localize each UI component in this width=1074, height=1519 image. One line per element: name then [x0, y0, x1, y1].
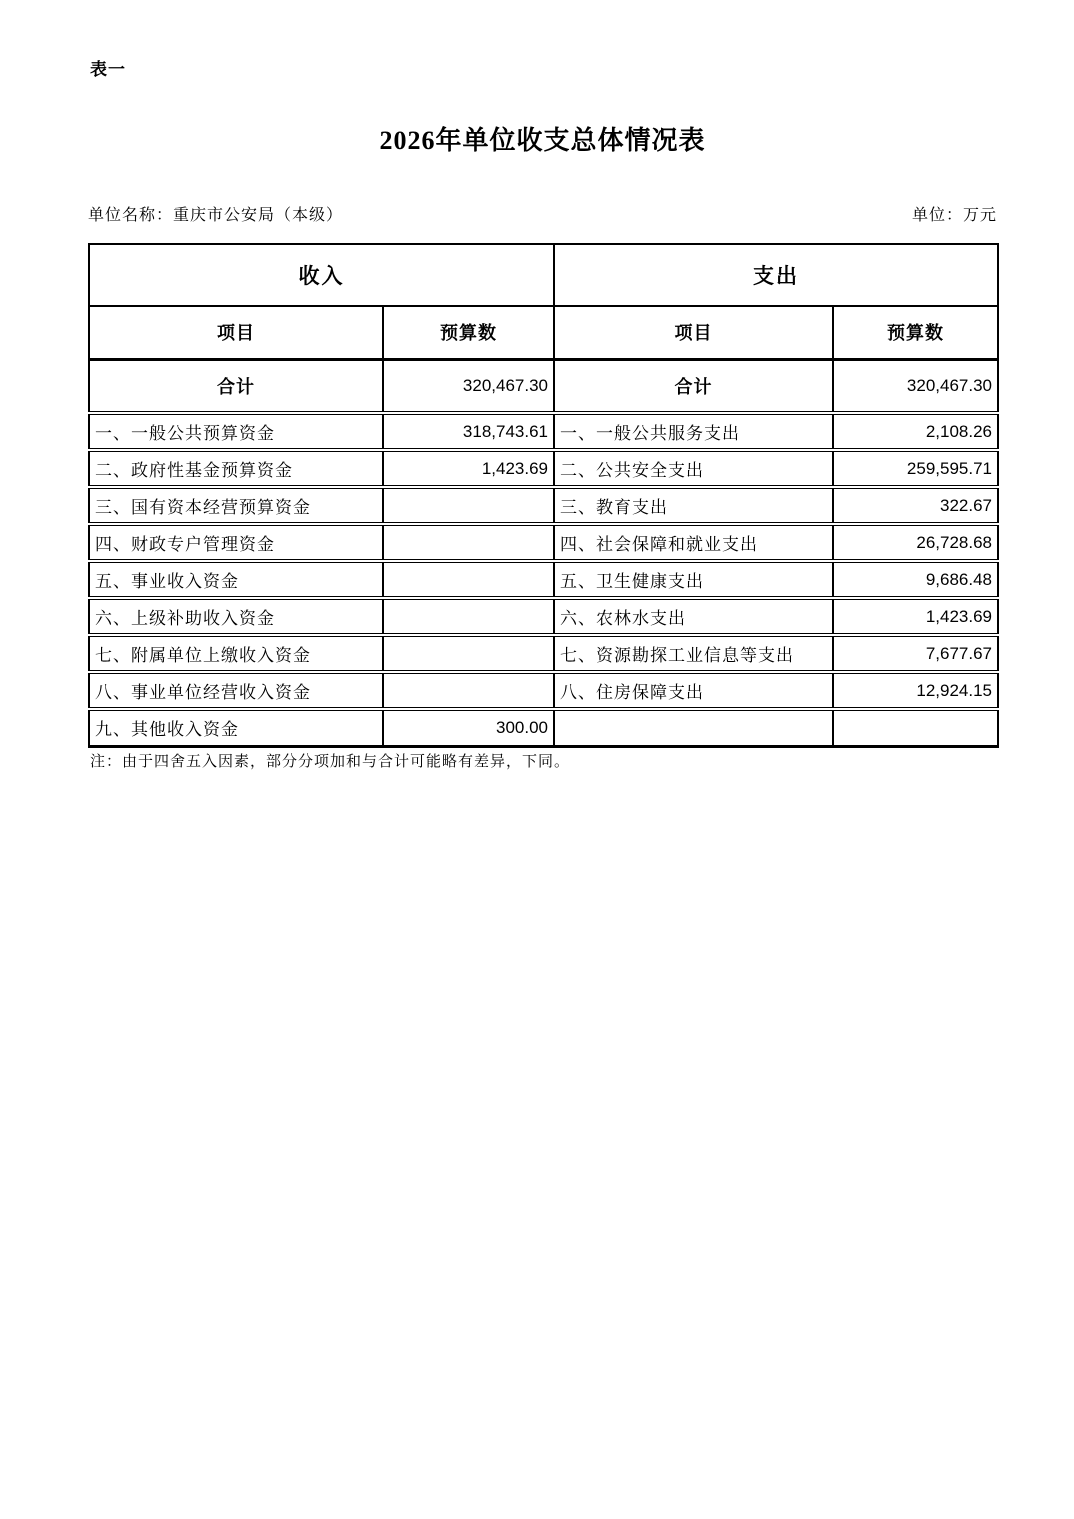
table-row — [89, 561, 998, 598]
income-value-cell: 1,423.69 — [383, 450, 554, 487]
group-header-row — [89, 244, 998, 306]
expense-value-cell: 26,728.68 — [833, 524, 998, 561]
expense-item-cell — [554, 487, 833, 524]
unit-name-label: 单位名称：重庆市公安局（本级） — [88, 207, 344, 224]
expense-budget-colhead: 预算数 — [833, 306, 998, 359]
income-item-cell — [89, 561, 383, 598]
income-item-cell — [89, 413, 383, 450]
income-item-cell — [89, 635, 383, 672]
expense-value-cell: 259,595.71 — [833, 450, 998, 487]
income-item-text: 九、其他收入资金 — [95, 720, 239, 740]
table-row — [89, 709, 998, 746]
income-item-cell — [89, 487, 383, 524]
income-value-cell: 300.00 — [383, 709, 554, 746]
expense-total-label: 合计 — [554, 359, 833, 413]
expense-value-cell: 9,686.48 — [833, 561, 998, 598]
income-budget-colhead: 预算数 — [383, 306, 554, 359]
expense-value-cell: 1,423.69 — [833, 598, 998, 635]
income-group-header: 收入 — [89, 244, 554, 306]
expense-item-cell — [554, 561, 833, 598]
budget-table — [88, 243, 999, 748]
income-item-text: 一、一般公共预算资金 — [95, 424, 275, 443]
table-row — [89, 487, 998, 524]
table-row — [89, 450, 998, 487]
expense-value-cell — [833, 709, 998, 746]
income-item-text: 六、上级补助收入资金 — [95, 609, 275, 628]
expense-item-colhead: 项目 — [554, 306, 833, 359]
expense-item-text: 四、社会保障和就业支出 — [560, 535, 758, 554]
expense-total-value: 320,467.30 — [833, 359, 998, 413]
income-value-cell — [383, 672, 554, 709]
expense-item-text: 一、一般公共服务支出 — [560, 424, 740, 443]
expense-item-cell — [554, 450, 833, 487]
table-row — [89, 524, 998, 561]
income-total-value: 320,467.30 — [383, 359, 554, 413]
expense-value-cell: 7,677.67 — [833, 635, 998, 672]
column-header-row — [89, 306, 998, 359]
income-total-label: 合计 — [89, 359, 383, 413]
expense-item-text: 六、农林水支出 — [560, 609, 686, 628]
expense-value-cell: 322.67 — [833, 487, 998, 524]
expense-item-text: 二、公共安全支出 — [560, 461, 704, 480]
income-item-text: 八、事业单位经营收入资金 — [95, 683, 311, 702]
income-value-cell — [383, 598, 554, 635]
unit-of-measure-label: 单位：万元 — [911, 207, 997, 224]
table-tag: 表一 — [90, 60, 126, 79]
income-value-cell — [383, 561, 554, 598]
income-item-text: 七、附属单位上缴收入资金 — [95, 646, 311, 665]
expense-item-cell — [554, 709, 833, 746]
expense-item-cell — [554, 598, 833, 635]
expense-item-cell — [554, 672, 833, 709]
income-item-text: 三、国有资本经营预算资金 — [95, 498, 311, 517]
income-value-cell — [383, 635, 554, 672]
income-value-cell: 318,743.61 — [383, 413, 554, 450]
income-item-cell — [89, 598, 383, 635]
expense-value-cell: 2,108.26 — [833, 413, 998, 450]
expense-value-cell: 12,924.15 — [833, 672, 998, 709]
table-row — [89, 672, 998, 709]
income-item-text: 二、政府性基金预算资金 — [95, 461, 293, 480]
expense-item-cell — [554, 524, 833, 561]
income-item-cell — [89, 524, 383, 561]
table-row — [89, 413, 998, 450]
income-value-cell — [383, 524, 554, 561]
expense-item-text: 七、资源勘探工业信息等支出 — [560, 646, 794, 665]
footnote: 注：由于四舍五入因素，部分分项加和与合计可能略有差异，下同。 — [90, 754, 571, 770]
meta-row — [88, 202, 997, 225]
expense-item-cell — [554, 413, 833, 450]
page-title: 2026年单位收支总体情况表 — [379, 126, 706, 155]
expense-group-header: 支出 — [554, 244, 998, 306]
table-row — [89, 598, 998, 635]
income-value-cell — [383, 487, 554, 524]
income-item-cell — [89, 450, 383, 487]
income-item-text: 四、财政专户管理资金 — [95, 535, 275, 554]
expense-item-text: 三、教育支出 — [560, 498, 668, 517]
income-item-colhead: 项目 — [89, 306, 383, 359]
expense-item-text: 五、卫生健康支出 — [560, 572, 704, 591]
total-row — [89, 359, 998, 413]
income-item-cell — [89, 709, 383, 746]
income-item-text: 五、事业收入资金 — [95, 572, 239, 591]
table-row — [89, 635, 998, 672]
expense-item-text: 八、住房保障支出 — [560, 683, 704, 702]
income-item-cell — [89, 672, 383, 709]
expense-item-cell — [554, 635, 833, 672]
